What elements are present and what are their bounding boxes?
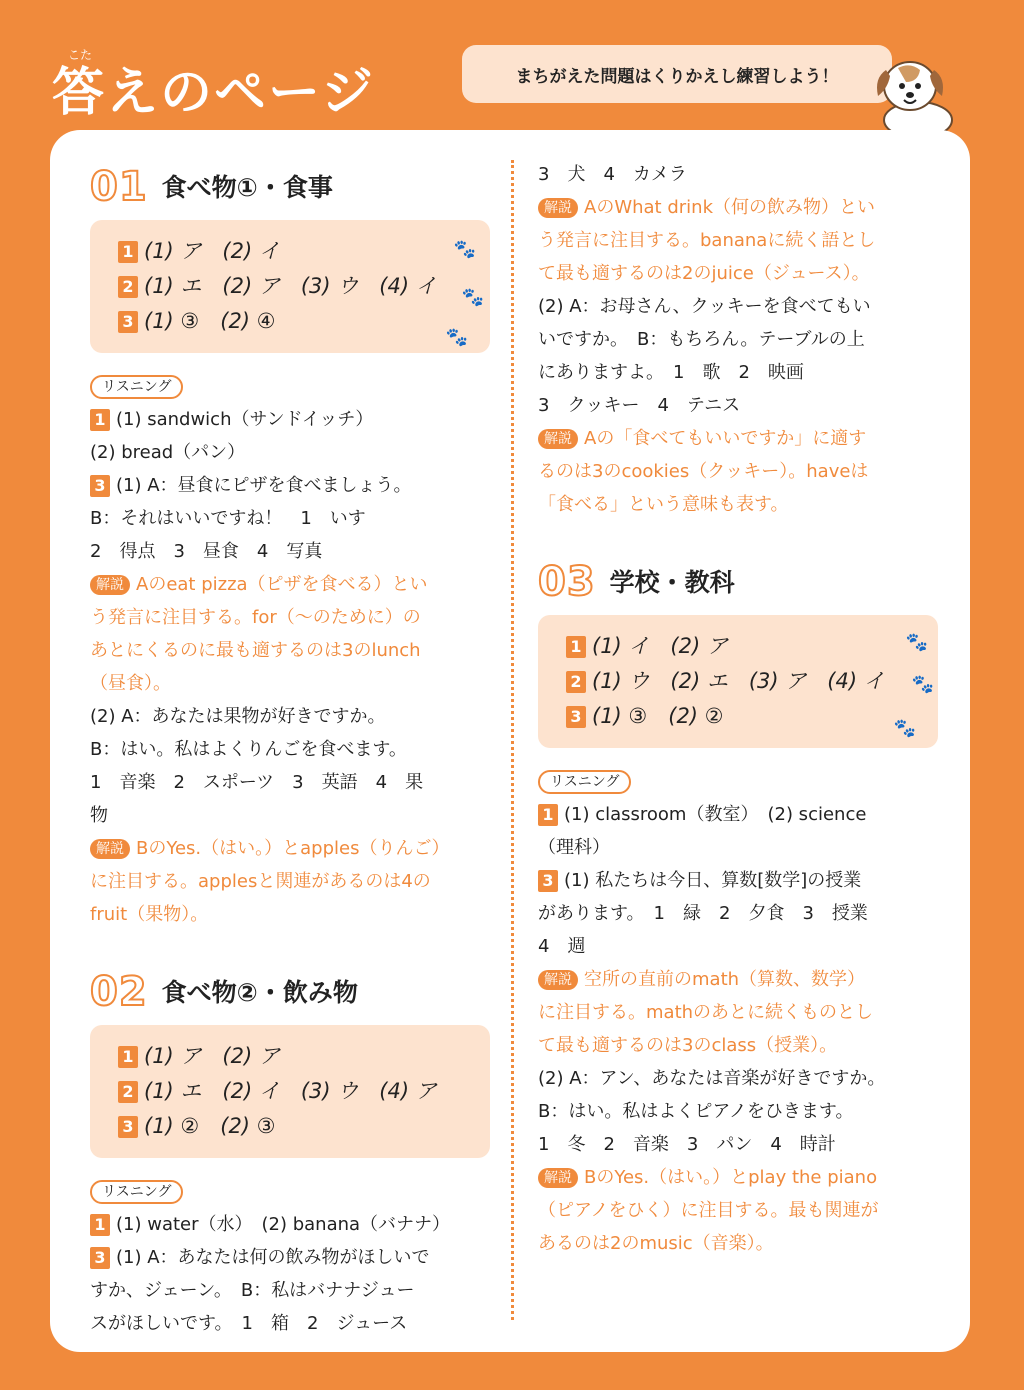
explanation-line: 解説 BのYes.（はい。）とapples（りんご） (90, 832, 490, 865)
answer-line: 1 音楽 2 スポーツ 3 英語 4 果 (90, 772, 424, 793)
answer-text: (1) ③ (2) ④ (144, 309, 276, 333)
explanation-badge: 解説 (538, 1168, 578, 1188)
question-number: 2 (118, 276, 138, 298)
answer-row (566, 629, 938, 664)
section-title: 食べ物①・食事 (161, 172, 333, 202)
answer-line: (2) A：お母さん、クッキーを食べてもい (538, 296, 871, 317)
answer-box (90, 1025, 490, 1158)
explanation-line: に注目する。mathのあとに続くものとし (538, 1002, 874, 1023)
left-column (90, 160, 490, 1340)
section-number: 02 (90, 968, 148, 1015)
dog-icon (860, 48, 960, 138)
answer-row (118, 1074, 490, 1109)
explanation-line: 「食べる」という意味も表す。 (538, 494, 789, 515)
section-02-header (90, 967, 490, 1017)
question-number: 1 (118, 1046, 138, 1068)
answer-text: (1) ② (2) ③ (144, 1114, 276, 1138)
answer-line: 1 (1) classroom（教室） (2) science (538, 798, 938, 831)
explanation-line: て最も適するのは2のjuice（ジュース）。 (538, 263, 870, 284)
explanation-line: 解説 Aの「食べてもいいですか」に適す (538, 422, 938, 455)
answer-line: スがほしいです。 1 箱 2 ジュース (90, 1313, 408, 1334)
section-title: 学校・教科 (609, 567, 735, 597)
question-number: 2 (118, 1081, 138, 1103)
paw-icon: 🐾 (893, 718, 916, 739)
paw-icon: 🐾 (911, 674, 934, 695)
answer-text: (1) エ (2) ア (3) ウ (4) イ (144, 274, 437, 298)
explanation-badge: 解説 (90, 575, 130, 595)
explanation-badge: 解説 (538, 970, 578, 990)
answer-line: 3 犬 4 カメラ (538, 164, 687, 185)
answer-line: 3 (1) A：あなたは何の飲み物がほしいで (90, 1241, 490, 1274)
answer-text: (1) イ (2) ア (592, 634, 728, 658)
answer-line: (2) bread（パン） (90, 442, 246, 463)
answer-line: があります。 1 緑 2 夕食 3 授業 (538, 903, 868, 924)
paw-icon: 🐾 (461, 287, 484, 308)
answer-line: 2 得点 3 昼食 4 写真 (90, 541, 323, 562)
answer-row (566, 664, 938, 699)
answer-line: 3 クッキー 4 テニス (538, 395, 741, 416)
paw-icon: 🐾 (905, 632, 928, 653)
section-number: 03 (538, 558, 596, 605)
listening-label: リスニング (90, 1180, 183, 1204)
answer-line: B：それはいいですね！ 1 いす (90, 508, 366, 529)
answer-line: (2) A：あなたは果物が好きですか。 (90, 706, 386, 727)
paw-icon: 🐾 (445, 327, 468, 348)
answer-box (538, 615, 938, 748)
page-title: 答えのページ (52, 63, 375, 123)
question-number: 3 (566, 706, 586, 728)
answer-line: 1 冬 2 音楽 3 パン 4 時計 (538, 1134, 836, 1155)
answer-line: 3 (1) A：昼食にピザを食べましょう。 (90, 469, 490, 502)
answer-row (118, 1109, 490, 1144)
listening-label: リスニング (90, 375, 183, 399)
explanation-line: に注目する。applesと関連があるのは4の (90, 871, 431, 892)
answer-line: 3 (1) 私たちは今日、算数[数学]の授業 (538, 864, 938, 897)
answer-text: (1) ア (2) イ (144, 239, 280, 263)
question-number: 3 (90, 475, 110, 497)
answer-line: (2) A：アン、あなたは音楽が好きですか。 (538, 1068, 886, 1089)
explanation-badge: 解説 (538, 429, 578, 449)
question-number: 1 (566, 636, 586, 658)
explanation-line: 解説 Aのeat pizza（ピザを食べる）とい (90, 568, 490, 601)
question-number: 3 (90, 1247, 110, 1269)
explanation-line: う発言に注目する。for（～のために）の (90, 607, 421, 628)
answer-line: 物 (90, 805, 108, 826)
question-number: 1 (118, 241, 138, 263)
answer-line: いですか。 B：もちろん。テーブルの上 (538, 329, 865, 350)
answer-row (118, 1039, 490, 1074)
column-divider (511, 160, 514, 1320)
title-ruby: こた (68, 48, 93, 62)
explanation-line: 解説 AのWhat drink（何の飲み物）とい (538, 191, 938, 224)
explanation-badge: 解説 (90, 839, 130, 859)
section-03-header (538, 557, 938, 607)
right-column (538, 158, 938, 1260)
section-01-header (90, 162, 490, 212)
explanation-line: あるのは2のmusic（音楽）。 (538, 1233, 774, 1254)
answer-line: B：はい。私はよくピアノをひきます。 (538, 1101, 854, 1122)
explanation-line: 解説 空所の直前のmath（算数、数学） (538, 963, 938, 996)
explanation-line: あとにくるのに最も適するのは3のlunch (90, 640, 421, 661)
answer-line: B：はい。私はよくりんごを食べます。 (90, 739, 407, 760)
answer-line: 1 (1) sandwich（サンドイッチ） (90, 403, 490, 436)
answer-text: (1) ウ (2) エ (3) ア (4) イ (592, 669, 885, 693)
answer-text: (1) ③ (2) ② (592, 704, 724, 728)
question-number: 3 (118, 311, 138, 333)
answer-line: （理科） (538, 837, 610, 858)
explanation-line: う発言に注目する。bananaに続く語とし (538, 230, 876, 251)
practice-banner (462, 45, 892, 103)
question-number: 1 (90, 409, 110, 431)
question-number: 3 (118, 1116, 138, 1138)
answer-line: にありますよ。 1 歌 2 映画 (538, 362, 804, 383)
question-number: 2 (566, 671, 586, 693)
paw-icon: 🐾 (453, 239, 476, 260)
explanation-line: （昼食）。 (90, 673, 171, 694)
listening-label: リスニング (538, 770, 631, 794)
answer-line: 4 週 (538, 936, 586, 957)
answer-row (118, 269, 490, 304)
answer-row (118, 234, 490, 269)
answer-text: (1) エ (2) イ (3) ウ (4) ア (144, 1079, 437, 1103)
question-number: 3 (538, 870, 558, 892)
answer-line: 1 (1) water（水） (2) banana（バナナ） (90, 1208, 490, 1241)
explanation-line: fruit（果物）。 (90, 904, 209, 925)
question-number: 1 (90, 1214, 110, 1236)
section-number: 01 (90, 163, 148, 210)
explanation-line: （ピアノをひく）に注目する。最も関連が (538, 1200, 879, 1221)
answer-text: (1) ア (2) ア (144, 1044, 280, 1068)
answer-line: すか、ジェーン。 B：私はバナナジュー (90, 1280, 415, 1301)
answer-row (118, 304, 490, 339)
explanation-line: 解説 BのYes.（はい。）とplay the piano (538, 1161, 938, 1194)
answer-box (90, 220, 490, 353)
question-number: 1 (538, 804, 558, 826)
explanation-line: るのは3のcookies（クッキー）。haveは (538, 461, 869, 482)
section-title: 食べ物②・飲み物 (161, 977, 358, 1007)
explanation-badge: 解説 (538, 198, 578, 218)
explanation-line: て最も適するのは3のclass（授業）。 (538, 1035, 838, 1056)
answer-row (566, 699, 938, 734)
banner-text: まちがえた問題はくりかえし練習しよう！ (515, 66, 839, 87)
